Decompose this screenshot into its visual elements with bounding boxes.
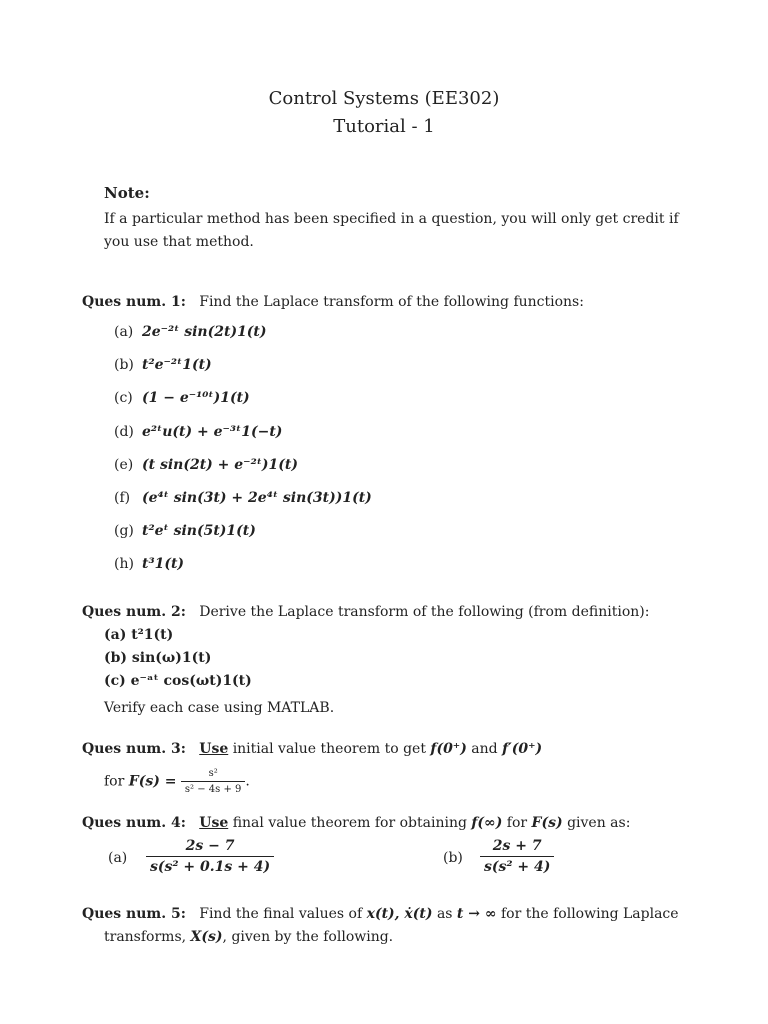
q1-item-e-label: (e) (114, 457, 134, 473)
question-5-text-1: Find the final values of (199, 906, 363, 922)
q1-item-c (114, 390, 250, 406)
q1-item-h-label: (h) (114, 556, 134, 572)
question-2 (82, 604, 649, 620)
q1-item-d-expr: e²ᵗu(t) + e⁻³ᵗ1(−t) (142, 424, 283, 440)
question-1-label: Ques num. 1: (82, 294, 186, 310)
question-5-as: as (436, 906, 453, 922)
question-2-label: Ques num. 2: (82, 604, 186, 620)
q4-item-a-label: (a) (108, 850, 128, 866)
q1-item-d-label: (d) (114, 424, 134, 440)
question-4-label: Ques num. 4: (82, 815, 186, 831)
q1-item-g-expr: t²eᵗ sin(5t)1(t) (142, 523, 256, 539)
question-5-expr-3: X(s) (190, 929, 223, 945)
q1-item-b (114, 357, 212, 373)
question-4-expr-2: F(s) (531, 815, 563, 831)
q2-verify-text: Verify each case using MATLAB. (104, 700, 335, 716)
note-heading: Note: (104, 184, 150, 202)
question-4-text-1: final value theorem for obtaining (232, 815, 467, 831)
question-3-text: initial value theorem to get (232, 741, 426, 757)
q1-item-g (114, 523, 256, 539)
question-3-label: Ques num. 3: (82, 741, 186, 757)
q1-item-e-expr: (t sin(2t) + e⁻²ᵗ)1(t) (142, 457, 298, 473)
q4-item-b-denominator: s(s² + 4) (480, 856, 554, 875)
q1-item-c-label: (c) (114, 390, 133, 406)
q1-item-b-label: (b) (114, 357, 134, 373)
q2-item-c: (c) e⁻ᵃᵗ cos(ωt)1(t) (104, 673, 252, 689)
q4-item-a-denominator: s(s² + 0.1s + 4) (146, 856, 274, 875)
course-title: Control Systems (EE302) (268, 88, 500, 109)
question-5 (82, 906, 679, 922)
question-3-numerator: s² (208, 768, 218, 779)
question-1-text: Find the Laplace transform of the following functions: (199, 294, 584, 310)
question-5-expr-1: x(t), ẋ(t) (366, 906, 433, 922)
q1-item-f (114, 490, 372, 506)
question-3-expr-2: f′(0⁺) (502, 741, 543, 757)
question-3-fs: F(s) = (128, 773, 177, 790)
question-2-text: Derive the Laplace transform of the following (from definition): (199, 604, 650, 620)
question-5-expr-2: t → ∞ (456, 906, 497, 922)
question-5-text-2: for the following Laplace (500, 906, 679, 922)
question-4-expr-1: f(∞) (471, 815, 503, 831)
q1-item-a-label: (a) (114, 324, 134, 340)
q1-item-h (114, 556, 184, 572)
q2-item-a: (a) t²1(t) (104, 627, 174, 643)
question-1 (82, 294, 584, 310)
question-5-label: Ques num. 5: (82, 906, 186, 922)
q4-item-b (480, 838, 554, 875)
q4-item-b-label: (b) (443, 850, 463, 866)
question-3-formula (104, 768, 250, 795)
q1-item-f-expr: (e⁴ᵗ sin(3t) + 2e⁴ᵗ sin(3t))1(t) (142, 490, 372, 506)
question-4 (82, 815, 630, 831)
q1-item-b-expr: t²e⁻²ᵗ1(t) (142, 357, 212, 373)
q4-item-b-fraction (480, 838, 554, 875)
question-5-line-2a: transforms, (104, 929, 187, 945)
question-4-use: Use (199, 815, 229, 831)
q4-item-a-fraction (146, 838, 274, 875)
question-3-fraction (181, 768, 245, 795)
q1-item-c-expr: (1 − e⁻¹⁰ᵗ)1(t) (142, 390, 250, 406)
note-text: If a particular method has been specified in a question, you will only get credit if you use that method. (104, 211, 679, 250)
question-3-end: . (245, 773, 250, 790)
q4-item-a (146, 838, 274, 875)
question-4-for: for (506, 815, 528, 831)
question-5-line-2 (104, 929, 393, 945)
q1-item-a (114, 324, 267, 340)
q2-item-b: (b) sin(ω)1(t) (104, 650, 212, 666)
q1-item-e (114, 457, 298, 473)
q1-item-d (114, 424, 282, 440)
q1-item-a-expr: 2e⁻²ᵗ sin(2t)1(t) (142, 324, 267, 340)
q4-item-b-numerator: 2s + 7 (492, 838, 542, 854)
question-4-text-2: given as: (567, 815, 631, 831)
question-3-for: for (104, 773, 125, 790)
question-3-denominator: s² − 4s + 9 (181, 781, 245, 795)
question-3-expr-1: f(0⁺) (430, 741, 467, 757)
q1-item-h-expr: t³1(t) (142, 556, 185, 572)
q4-item-a-numerator: 2s − 7 (185, 838, 235, 854)
question-3-use: Use (199, 741, 229, 757)
question-3 (82, 741, 542, 757)
q1-item-f-label: (f) (114, 490, 131, 506)
q1-item-g-label: (g) (114, 523, 134, 539)
question-5-line-2b: , given by the following. (222, 929, 394, 945)
tutorial-title: Tutorial - 1 (333, 116, 435, 137)
question-3-and: and (471, 741, 498, 757)
